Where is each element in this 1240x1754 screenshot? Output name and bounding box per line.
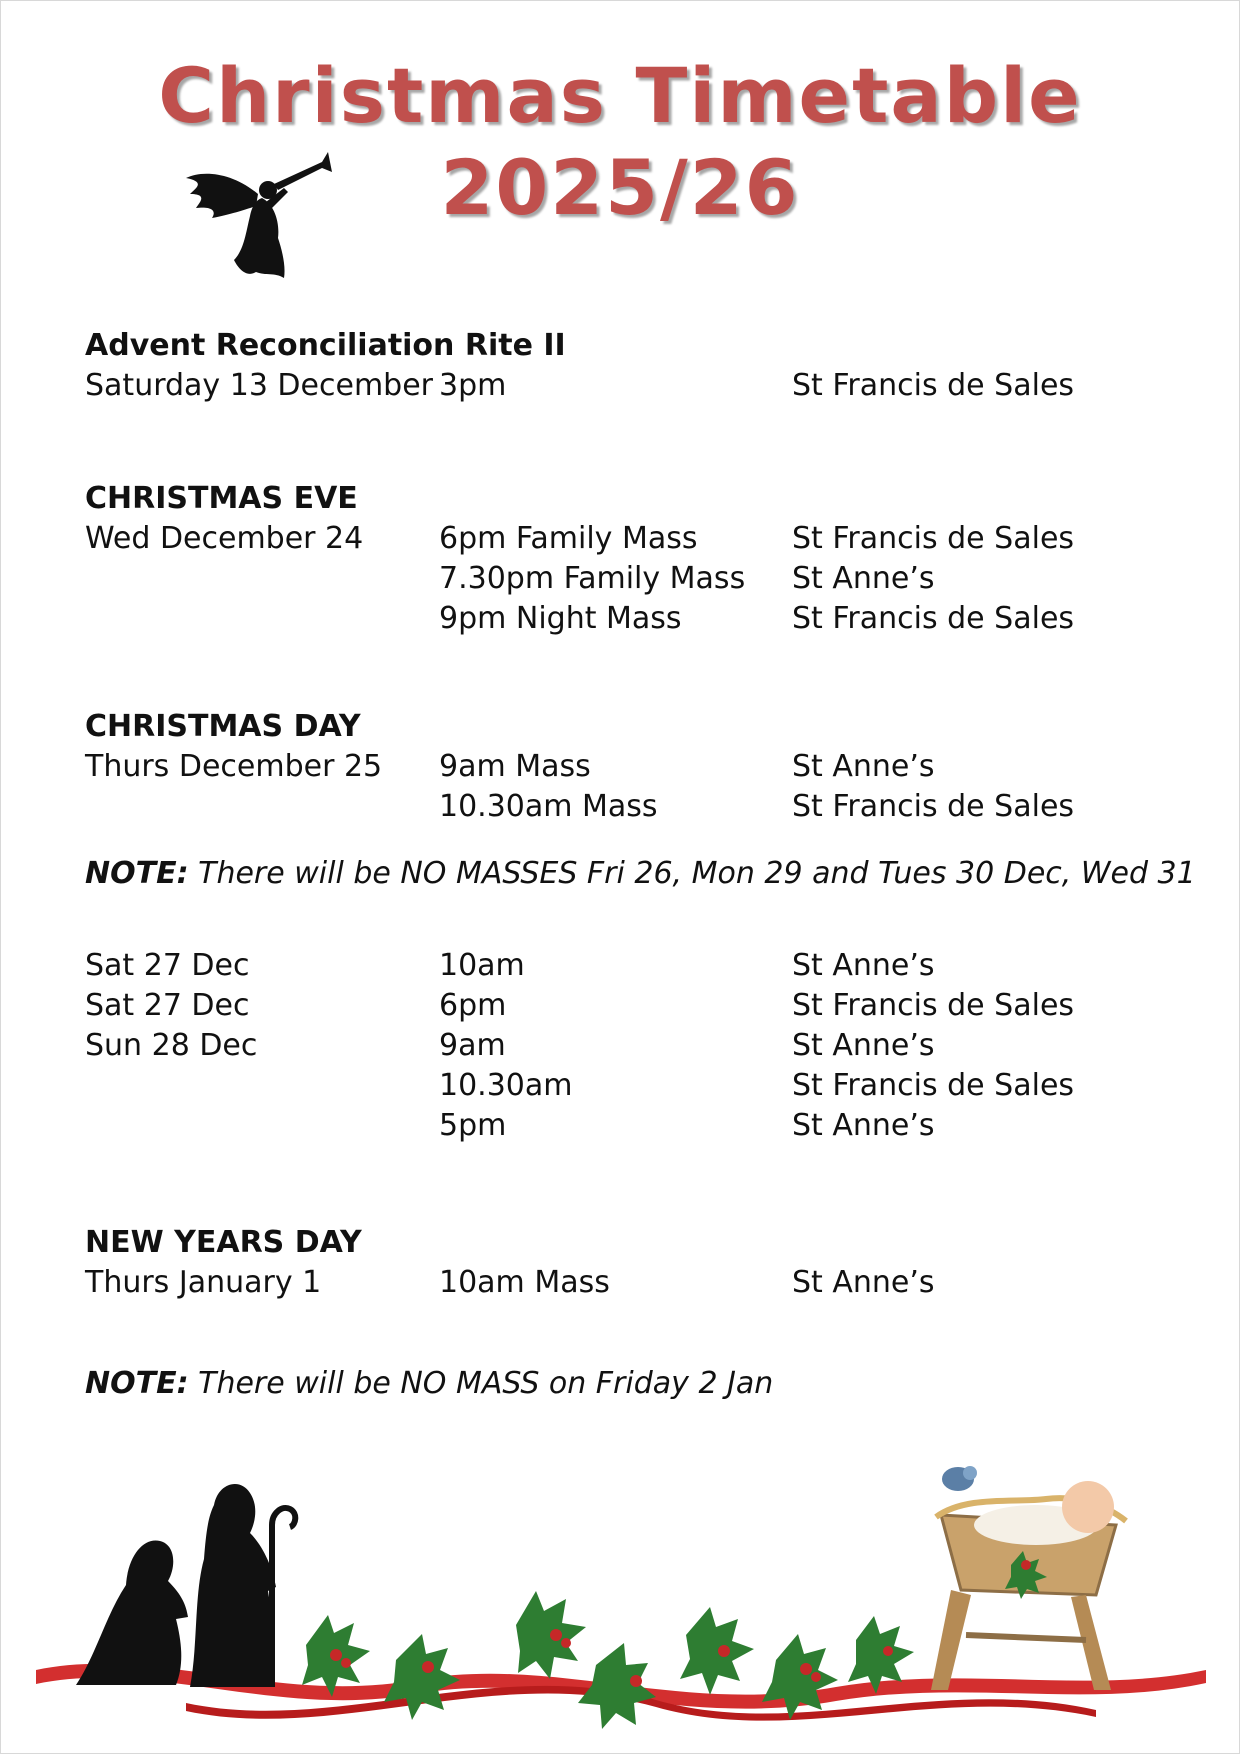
table-row [85,1106,1165,1146]
row-place: St Francis de Sales [792,368,1075,403]
note-no-mass [85,1364,1185,1404]
note-label: NOTE: [85,856,189,891]
table-row [85,599,1165,639]
table-row [85,559,1165,599]
row-place: St Anne’s [792,1108,935,1143]
row-place: St Anne’s [792,561,935,596]
nativity-holly-illustration [36,1455,1206,1745]
row-place: St Francis de Sales [792,988,1075,1023]
advent-heading: Advent Reconciliation Rite II [85,328,566,363]
row-date: Sun 28 Dec [85,1028,258,1063]
weekend-section [85,946,1165,1146]
row-time: 9am Mass [439,749,591,784]
note-no-masses [85,854,1196,894]
row-time: 3pm [439,368,507,403]
title-line-1: Christmas Timetable [158,51,1082,140]
table-row [85,519,1165,559]
row-date: Sat 27 Dec [85,988,250,1023]
christmas-eve-section [85,479,1165,639]
christmas-eve-heading: CHRISTMAS EVE [85,481,358,516]
row-place: St Francis de Sales [792,521,1075,556]
advent-section [85,326,1165,406]
table-row [85,1026,1165,1066]
row-place: St Francis de Sales [792,1068,1075,1103]
row-time: 10.30am Mass [439,789,658,824]
new-year-section [85,1223,1165,1303]
table-row [85,986,1165,1026]
row-time: 10am Mass [439,1265,610,1300]
table-row [85,1263,1165,1303]
row-place: St Francis de Sales [792,789,1075,824]
row-time: 6pm Family Mass [439,521,698,556]
table-row [85,946,1165,986]
row-place: St Anne’s [792,948,935,983]
title-line-2: 2025/26 [440,143,800,232]
angel-trumpet-icon [182,132,342,280]
table-row [85,747,1165,787]
row-time: 7.30pm Family Mass [439,561,746,596]
row-date: Thurs January 1 [85,1265,322,1300]
row-place: St Anne’s [792,749,935,784]
row-date: Thurs December 25 [85,749,383,784]
row-date: Sat 27 Dec [85,948,250,983]
row-time: 10am [439,948,525,983]
new-year-heading: NEW YEARS DAY [85,1225,362,1260]
christmas-day-heading: CHRISTMAS DAY [85,709,361,744]
table-row [85,787,1165,827]
row-time: 6pm [439,988,507,1023]
row-place: St Anne’s [792,1028,935,1063]
note-text: There will be NO MASSES Fri 26, Mon 29 and Tues 30 Dec, Wed 31 [188,856,1196,891]
row-place: St Francis de Sales [792,601,1075,636]
row-time: 10.30am [439,1068,573,1103]
row-time: 9am [439,1028,506,1063]
christmas-day-section [85,707,1165,827]
table-row [85,1066,1165,1106]
row-place: St Anne’s [792,1265,935,1300]
note-text: There will be NO MASS on Friday 2 Jan [188,1366,774,1401]
note-label: NOTE: [85,1366,189,1401]
row-date: Wed December 24 [85,521,364,556]
row-time: 5pm [439,1108,507,1143]
row-date: Saturday 13 December [85,368,434,403]
table-row [85,366,1165,406]
row-time: 9pm Night Mass [439,601,682,636]
